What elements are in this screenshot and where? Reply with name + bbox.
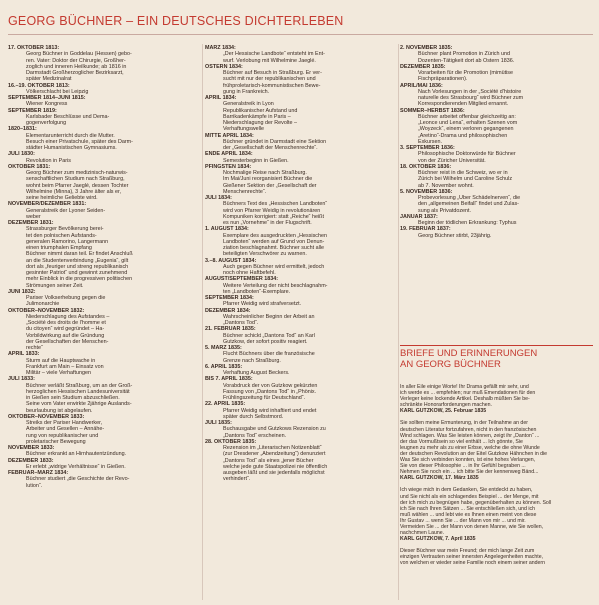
letter-quote-line: Ihr Gustav ... wenn Sie ... der Mann von mir ... und mir.	[400, 517, 526, 524]
entry-text-line: Wiener Kongress	[26, 101, 68, 108]
entry-text-line: Generalstreik in Lyon	[223, 101, 274, 108]
entry-text	[205, 264, 398, 277]
letter-quote-line: der deutschen Revolution an der Eitel Gutzkow Hähnchen in die	[400, 450, 548, 457]
entry-text-line: ab 7. November wohnt.	[418, 182, 474, 189]
entry-text	[400, 195, 593, 214]
entry-text-line: wurf. Verlobung mit Wilhelmine Jaeglé.	[223, 57, 316, 64]
letter-quote-line: Dieser Büchner war mein Freund; der mich lange Zeit zum	[400, 548, 535, 555]
timeline-entry	[205, 439, 398, 483]
letter-quote-line: Ich wiege mich in dem Gedanken, Sie entdeckt zu haben,	[400, 487, 533, 494]
entry-text-line: Gießener Sektion der „Gesellschaft der	[223, 182, 317, 189]
entry-text-line: Büchner erkrankt an Hirnhautentzündung.	[26, 451, 127, 458]
entry-date: 21. FEBRUAR 1835:	[205, 326, 256, 333]
entry-text-line: einen triumphalen Empfang	[26, 245, 92, 251]
entry-text-line: Besuch einer Privatschule, später des Darm-	[26, 138, 133, 145]
entry-text-line: du citoyen“ wird gegründet – Ha-	[26, 326, 105, 333]
entry-text	[8, 420, 203, 445]
timeline-entry	[400, 45, 593, 64]
entry-text-line: verhindert“.	[223, 476, 251, 483]
entry-text-line: mehr Einblick in die progressiven politischen	[26, 276, 133, 283]
entry-date: SEPTEMBER 1814–JUNI 1815:	[8, 95, 86, 101]
entry-text-line: Im Mai/Juni reorganisiert Büchner die	[223, 176, 313, 183]
timeline-entry	[205, 308, 398, 327]
timeline-entry	[8, 289, 203, 308]
entry-date: DEZEMBER 1835:	[400, 63, 446, 70]
entry-text-line: gung in Frankreich.	[223, 88, 270, 95]
entry-text-line: Georg Büchner stirbt, 23jährig.	[418, 232, 492, 239]
letter-quote-line: Verleger keine lockende Artikel. Deshalb müßten Sie be-	[400, 396, 530, 403]
letter-quote-line: Sie sollten meine Ermunterung, in der Teilnahme an der	[400, 420, 528, 427]
entry-text	[205, 51, 398, 64]
column-divider	[398, 44, 399, 600]
entry-text-line: herzoglichen Hessischen Landesuniversität	[26, 388, 130, 395]
entry-text-line: Militär – viele Verhaftungen	[26, 370, 92, 376]
timeline-entry	[400, 226, 593, 239]
timeline-entry	[205, 226, 398, 257]
entry-text-line: gogenverfolgung	[26, 120, 67, 126]
timeline-entry	[400, 64, 593, 83]
chronology-column-1	[8, 45, 203, 489]
letter-quote-line: In aller Eile einige Worte! Ihr Drama gefällt mir sehr, und	[400, 384, 529, 390]
timeline-entry	[8, 220, 203, 289]
entry-date: 17. OKTOBER 1813:	[8, 45, 60, 51]
entry-text	[400, 70, 593, 83]
entry-text-line: wird von Pfarrer Weidig in revolutionären	[223, 207, 321, 214]
entry-text-line: den „allgemeinen Beifall“ findet und Zulas-	[418, 201, 519, 208]
entry-text-line: Nochmalige Reise nach Straßburg.	[223, 170, 307, 176]
letter-quote-line: Wind schlagen. Was Sie leisten können, zeigt ihr „Danton“ ...	[400, 432, 540, 439]
entry-text-line: es nun „Vornehme“ in der Flugschrift.	[223, 220, 312, 226]
timeline-entry	[8, 108, 203, 127]
entry-text	[400, 51, 593, 64]
entry-text-line: Pfarrer Weidig wird strafversetzt.	[223, 301, 302, 308]
letter-quote-line: Vermeiden Sie ... der Mann von denen Manne, wie Sie wollen,	[400, 523, 544, 530]
timeline-entry	[205, 364, 398, 377]
entry-text	[8, 226, 203, 289]
entry-date: NOVEMBER 1833:	[8, 445, 55, 451]
timeline-entry	[400, 164, 593, 189]
entry-text-line: Exkursen.	[418, 138, 442, 145]
letter-quote-line: ich werde es ... empfehlen; nur muß Emendationen für den	[400, 390, 536, 397]
entry-text-line: Büchner auf Besuch in Straßburg. Er ver-	[223, 70, 322, 76]
entry-date: DEZEMBER 1831:	[8, 220, 54, 226]
timeline-entry	[400, 83, 593, 108]
entry-text-line: Buchausgabe und Gutzkows Rezension zu	[223, 426, 326, 433]
section-title-line: BRIEFE UND ERINNERUNGEN	[400, 348, 538, 359]
entry-text	[400, 89, 593, 108]
entry-text-line: „Der Hessische Landbote“ entsteht im Ent-	[223, 51, 325, 58]
timeline-entry	[205, 164, 398, 195]
entry-text-line: Generalstreik der Lyoner Seiden-	[26, 207, 106, 214]
entry-text	[8, 114, 203, 127]
timeline-entry	[205, 401, 398, 420]
timeline-entry	[8, 351, 203, 376]
entry-text	[8, 383, 203, 414]
letter-signature: KARL GUTZKOW, 25. Februar 1835	[400, 408, 487, 415]
entry-text-line: gesinnter Patriot“ und gewinnt zunehmend	[26, 270, 128, 276]
entry-text-line: Zürich bei Wilhelm und Caroline Schulz	[418, 176, 513, 183]
letter-quote-line: leugnen zu mehr als zu einer Erbse, welche die ohne Wunde	[400, 444, 540, 451]
entry-date: APRIL/MAI 1836:	[400, 82, 443, 89]
entry-text-line: Exemplare des ausgedruckten „Hessischen	[223, 232, 327, 239]
letter-quote-line: nachchmen Laune.	[400, 530, 445, 537]
entry-text-line: Georg Büchner zum medizinisch-naturwis-	[26, 170, 128, 176]
entry-text-line: Landboten“ werden auf Grund von Denun-	[223, 238, 325, 245]
timeline-entry	[400, 108, 593, 146]
entry-text-line: tet den polnischen Aufstands-	[26, 232, 97, 239]
entry-text-line: Elementarunterricht durch die Mutter.	[26, 132, 115, 139]
title-underline	[8, 34, 593, 35]
entry-text-line: Niederschlagung des Aufstandes –	[26, 313, 110, 320]
entry-text	[205, 408, 398, 421]
entry-text-line: „Woyzeck“, einem verloren gegangenen	[418, 126, 514, 133]
timeline-entry	[8, 458, 203, 471]
entry-text-line: Korrespondierenden Mitglied ernannt.	[418, 101, 509, 108]
section-title-line: AN GEORG BÜCHNER	[400, 359, 501, 370]
entry-text	[8, 208, 203, 221]
entry-text-line: Strassburger Bevölkerung berei-	[26, 226, 104, 233]
timeline-entry	[205, 64, 398, 95]
letter-quote-line: Sie von dieser Philosophie ... in Ihr Gefühl begraben ...	[400, 463, 526, 470]
timeline-entry	[8, 83, 203, 96]
entry-text-line: frühproletarisch-kommunistischen Bewe-	[223, 82, 321, 89]
entry-text-line: Julimonarchie	[26, 301, 60, 308]
entry-text-line: ten „Landboten“-Exemplare.	[223, 288, 291, 295]
entry-text	[205, 283, 398, 296]
letter-quote-line: muß wählen ... und lebt wie es Ihnen einen meint von diese	[400, 511, 537, 518]
entry-text-line: Grenze nach Straßburg.	[223, 357, 281, 364]
timeline-entry	[205, 376, 398, 401]
entry-date: 1820–1831:	[8, 126, 37, 133]
entry-text-line: Kompuniken korrigiert: statt „Reiche“ heißt	[223, 213, 324, 220]
entry-text-line: Flucht Büchners über die französische	[223, 351, 315, 358]
entry-date: OKTOBER–NOVEMBER 1832:	[8, 307, 85, 314]
entry-text-line: beteiligten Verschwörer zu warnen.	[223, 251, 307, 258]
entry-text-line: Pariser Volkserhebung gegen die	[26, 295, 106, 301]
entry-date: FEBRUAR–MÄRZ 1834:	[8, 470, 69, 476]
entry-text-line: ausgeben läßt und sie jedenfalls möglichst	[223, 470, 325, 476]
entry-date: 22. APRIL 1835:	[205, 401, 246, 408]
entry-text-line: Rezension im „Literarischen Notizenblatt“	[223, 445, 322, 451]
entry-date: 3. SEPTEMBER 1836:	[400, 145, 455, 151]
entry-date: MITTE APRIL 1834:	[205, 132, 254, 139]
entry-text	[205, 233, 398, 258]
entry-text-line: beurlaubung ist abgelaufen.	[26, 407, 93, 414]
letter-quote-line: Nehmen Sie noch ein ... ich bitte Sie der kennenweg Bänd...	[400, 469, 539, 476]
entry-text-line: „Dantons Tod“.	[223, 320, 259, 326]
entry-date: JULI 1833:	[8, 376, 35, 383]
entry-text-line: Strömungen seiner Zeit.	[26, 282, 84, 289]
entry-text-line: „Société des droits de l'homme et	[26, 320, 106, 326]
entry-text-line: später durch Selbstmord.	[223, 413, 284, 420]
letter-quote-line: ich Sie nach Ihren Sätzen ... Sie entschließen sich, und ich	[400, 505, 535, 512]
entry-text-line: Büchner schickt „Dantons Tod“ an Karl	[223, 332, 315, 339]
letter-quote	[400, 384, 593, 414]
entry-text-line: „Leonce und Lena“, erhalten Szenen vom	[418, 120, 518, 126]
entry-text-line: dort als „feuriger und streng republikanisch	[26, 263, 129, 270]
entry-text	[8, 314, 203, 352]
entry-date: OKTOBER 1831:	[8, 163, 51, 170]
timeline-entry	[8, 470, 203, 489]
entry-text-line: „Dantons Tod“ erscheinen.	[223, 432, 287, 439]
entry-text	[205, 333, 398, 346]
entry-date: 19. FEBRUAR 1837:	[400, 226, 451, 233]
entry-text-line: Büchner studiert „die Geschichte der Revo-	[26, 476, 130, 483]
letter-quote-line: schränkte Honorarforderungen machen.	[400, 402, 492, 409]
entry-date: 5. NOVEMBER 1836:	[400, 188, 453, 195]
letter-quote	[400, 487, 593, 542]
entry-text-line: ren. Vater: Doktor der Chirurgie, Großher-	[26, 57, 126, 64]
entry-text-line: ziation beschlagnahmt. Büchner sucht alle	[223, 245, 324, 251]
letter-quote-line: einzigen Vertrauten seiner innersten Angelegenheiten machte,	[400, 554, 544, 561]
entry-text	[400, 114, 593, 145]
entry-text	[205, 426, 398, 439]
timeline-entry	[8, 445, 203, 458]
entry-text-line: Verhaftung August Beckers.	[223, 370, 290, 376]
entry-text-line: Wilhelmine (Minna), 3 Jahre älter als er,	[26, 188, 121, 195]
entry-text-line: Frühlingszeitung für Deutschland“.	[223, 395, 306, 401]
entry-text-line: Büchner gründet in Darmstadt eine Sektion	[223, 138, 327, 145]
entry-date: 3.–8. AUGUST 1834:	[205, 257, 257, 264]
entry-text-line: (zur Dresdener „Abendzeitung“) denunziert	[223, 451, 326, 458]
timeline-entry	[8, 95, 203, 108]
timeline-entry	[205, 195, 398, 226]
entry-date: JUNI 1832:	[8, 288, 36, 295]
timeline-entry	[205, 45, 398, 64]
entry-date: 6. APRIL 1835:	[205, 363, 243, 370]
entry-text-line: Seine vom Vater erwirkte 2jährige Auslands-	[26, 401, 132, 408]
entry-text-line: Fassung von „Dantons Tod“ in „Phönix.	[223, 388, 317, 395]
letter-signature: KARL GUTZKOW, 17. März 1835	[400, 475, 479, 482]
chronology-column-3	[400, 45, 593, 239]
entry-text-line: Büchner arbeitet offenbar gleichzeitig an:	[418, 113, 516, 120]
entry-text	[400, 233, 593, 239]
entry-text-line: Er erlebt „widrige Verhältnisse“ in Gießen.	[26, 463, 126, 470]
letter-quote-line: Was Sie sich verbinden konnten, ist eine hohes Verlangen,	[400, 457, 536, 464]
entry-text	[205, 139, 398, 152]
timeline-entry	[8, 376, 203, 414]
timeline-entry	[205, 258, 398, 277]
entry-text	[8, 295, 203, 308]
entry-text-line: der Gesellschaften der Menschen-	[26, 338, 109, 345]
letter-quote-line: der ich mich zu begnügen habe, gegenüberhalten zu können. Soll	[400, 499, 552, 506]
timeline-entry	[205, 151, 398, 164]
entry-text-line: der „Gesellschaft der Menschenrechte“.	[223, 145, 318, 151]
entry-text-line: Fischpräparationen).	[418, 76, 468, 83]
timeline-entry	[205, 133, 398, 152]
entry-date: 18. OKTOBER 1836:	[400, 163, 452, 170]
entry-date: SEPTEMBER 1819:	[8, 107, 57, 114]
entry-text	[8, 170, 203, 201]
entry-text	[205, 170, 398, 195]
entry-text-line: Beginn der tödlichen Erkrankung: Typhus	[418, 220, 517, 226]
entry-date: MÄRZ 1834:	[205, 45, 236, 51]
letters-body	[400, 384, 593, 567]
timeline-entry	[205, 326, 398, 345]
entry-text-line: Büchner reist in die Schweiz, wo er in	[418, 170, 508, 176]
entry-date: JANUAR 1837:	[400, 213, 438, 220]
entry-text	[8, 476, 203, 489]
entry-text-line: Republikanischer Aufstand und	[223, 107, 298, 114]
entry-text-line: seine heimliche Geliebte wird.	[26, 195, 98, 201]
entry-text-line: „Dantons Tod“ als eines „jener Bücher	[223, 457, 314, 464]
entry-date: JULI 1834:	[205, 195, 232, 201]
entry-text-line: noch ohne Haftbefehl.	[223, 270, 276, 276]
entry-text-line: Büchner verläßt Straßburg, um an der Groß-	[26, 382, 133, 389]
letter-quote-line: der das Vormußtsein so viel enthält ... Ich gönnte, Sie	[400, 438, 523, 445]
entry-text-line: Georg Büchner in Goddelau (Hessen) gebo-	[26, 51, 132, 58]
entry-text-line: Menschenrechte“.	[223, 188, 267, 195]
timeline-entry	[400, 145, 593, 164]
entry-text	[205, 445, 398, 483]
entry-text-line: Darmstadt Großherzoglicher Bezirksarzt,	[26, 70, 124, 76]
timeline-entry	[400, 214, 593, 227]
entry-date: DEZEMBER 1833:	[8, 457, 54, 464]
chronology-column-2	[205, 45, 398, 483]
timeline-entry	[205, 95, 398, 133]
entry-text-line: Revolution in Paris	[26, 157, 71, 164]
entry-text-line: später Medizinalrat	[26, 76, 72, 83]
entry-text	[205, 383, 398, 402]
letter-quote	[400, 548, 593, 566]
letter-quote-line: und Sie nicht als ein schlagendes Beispiel ... der Menge, mit	[400, 493, 539, 500]
entry-text-line: Vorbildwirkung auf die Gründung	[26, 332, 105, 339]
entry-text-line: Büchner plant Promotion in Zürich und	[418, 51, 510, 58]
entry-text-line: Völkerschlacht bei Leipzig	[26, 88, 89, 95]
entry-text-line: Büchners Text des „Hessischen Landboten“	[223, 201, 328, 208]
entry-text-line: Barrikadenkämpfe in Paris –	[223, 113, 291, 120]
entry-text-line: in Gießen sein Studium abzuschließen.	[26, 395, 120, 401]
entry-text-line: Philosophische Doktorwürde für Büchner	[418, 151, 516, 158]
entry-text-line: Nach Vorlesungen in der „Société d'histoire	[418, 88, 522, 95]
entry-text-line: sucht mit nur der republikanischen und	[223, 76, 316, 83]
section-divider	[400, 345, 593, 346]
entry-text-line: weber	[26, 213, 41, 220]
entry-date: AUGUST/SEPTEMBER 1834:	[205, 276, 279, 283]
letter-signature: KARL GUTZKOW, 7. April 1835	[400, 536, 476, 543]
entry-date: DEZEMBER 1834:	[205, 307, 251, 314]
timeline-entry	[205, 276, 398, 295]
letter-quote	[400, 420, 593, 481]
entry-text	[205, 314, 398, 327]
letter-quote-line: deutschen Literatur fortzufahren, nicht in den französischen	[400, 426, 537, 433]
entry-text-line: Wahrscheinlicher Beginn der Arbeit an	[223, 313, 315, 320]
entry-date: JULI 1830:	[8, 151, 35, 158]
entry-text-line: Vorabdruck der von Gutzkow gekürzten	[223, 382, 318, 389]
entry-date: 2. NOVEMBER 1835:	[400, 45, 453, 51]
entry-date: 1. AUGUST 1834:	[205, 226, 249, 233]
timeline-entry	[205, 295, 398, 308]
entry-date: APRIL 1833:	[8, 351, 40, 358]
timeline-entry	[205, 420, 398, 439]
entry-text-line: Sturm auf die Hauptwache in	[26, 357, 96, 364]
entry-text-line: Pfarrer Weidig wird inhaftiert und endet	[223, 407, 317, 414]
entry-text-line: Vorarbeiten für die Promotion (mimütise	[418, 70, 513, 76]
letters-section	[400, 345, 593, 573]
entry-text-line: Büchner nimmt daran teil. Er findet Anschluß	[26, 251, 133, 258]
entry-date: APRIL 1834:	[205, 95, 237, 101]
entry-date: 28. OKTOBER 1835:	[205, 438, 257, 445]
entry-text-line: proletarischer Bewegung	[26, 438, 86, 445]
entry-text	[205, 70, 398, 95]
entry-date: JULI 1835:	[205, 420, 232, 426]
entry-text	[400, 151, 593, 164]
timeline-entry	[8, 201, 203, 220]
entry-text-line: rung von republikanischer und	[26, 432, 99, 439]
entry-text-line: zoglich und inneren Heilkunde; ab 1816 in	[26, 63, 127, 70]
entry-text-line: rechte“	[26, 345, 43, 351]
timeline-entry	[8, 308, 203, 352]
entry-text-line: generalen Ramorino, Langermann	[26, 238, 109, 245]
entry-text-line: Dozenten-Tätigkeit dort ab Ostern 1836.	[418, 57, 515, 64]
entry-text	[205, 201, 398, 226]
entry-text-line: lution“.	[26, 482, 43, 489]
entry-date: OKTOBER–NOVEMBER 1833:	[8, 413, 85, 420]
timeline-entry	[205, 345, 398, 364]
timeline-entry	[8, 126, 203, 151]
entry-date: SOMMER–HERBST 1836:	[400, 107, 465, 114]
entry-text-line: Probevorlesung „Über Schädelnerven“, die	[418, 195, 521, 201]
entry-text	[205, 351, 398, 364]
entry-text-line: naturelle des Strasbourg“ wird Büchner zum	[418, 95, 524, 101]
entry-date: OSTERN 1834:	[205, 63, 243, 70]
timeline-entry	[400, 189, 593, 214]
timeline-entry	[8, 151, 203, 164]
entry-text-line: „Aretino“-Drama und philosophischen	[418, 132, 508, 139]
timeline-entry	[8, 414, 203, 445]
timeline-entry	[8, 45, 203, 83]
page-title: GEORG BÜCHNER – EIN DEUTSCHES DICHTERLEBEN	[8, 14, 344, 28]
entry-text-line: sung als Privatdozent.	[418, 207, 472, 214]
letter-quote-line: von welchen er wieder seine Familie noch einem seiner andern	[400, 560, 546, 567]
entry-text-line: Weitere Verteilung der nicht beschlagnahm-	[223, 282, 328, 289]
entry-text	[205, 101, 398, 132]
section-title	[400, 348, 593, 370]
entry-text-line: Frankfurt am Main – Einsatz von	[26, 363, 104, 370]
timeline-entry	[8, 164, 203, 202]
entry-text-line: wohnt beim Pfarrer Jaeglé, dessen Tochter	[26, 182, 129, 189]
entry-text-line: Streiks der Pariser Handwerker,	[26, 420, 103, 426]
entry-text-line: Auch gegen Büchner wird ermittelt, jedoch	[223, 263, 325, 270]
entry-text	[400, 170, 593, 189]
entry-text-line: Semesterbeginn in Gießen.	[223, 157, 289, 164]
entry-text-line: von der Züricher Universität.	[418, 157, 486, 164]
entry-date: NOVEMBER/DEZEMBER 1831:	[8, 201, 87, 208]
entry-text	[8, 51, 203, 82]
entry-text-line: Karlsbader Beschlüsse und Dema-	[26, 113, 110, 120]
entry-date: SEPTEMBER 1834:	[205, 295, 254, 301]
entry-text	[8, 133, 203, 152]
entry-text-line: an die Studentenverbindung „Eugenia“, gilt	[26, 257, 129, 264]
entry-date: BIS 7. APRIL 1835:	[205, 376, 253, 383]
entry-date: ENDE APRIL 1834:	[205, 151, 253, 158]
entry-text-line: Arbeiter und Gesellen – Annähe-	[26, 426, 105, 433]
entry-text	[8, 358, 203, 377]
entry-text-line: Niederschlagung der Revolte –	[223, 120, 298, 126]
entry-date: PFINGSTEN 1834:	[205, 163, 252, 170]
entry-text-line: senschaftlichen Studium nach Straßburg,	[26, 176, 125, 183]
entry-text-line: welche jede gute Staatspolizei nie öffentlich	[223, 463, 328, 470]
entry-text-line: Gutzkow, der sofort positiv reagiert.	[223, 338, 308, 345]
entry-date: 16.–19. OKTOBER 1813:	[8, 82, 70, 89]
entry-date: 5. MÄRZ 1835:	[205, 345, 242, 351]
entry-text-line: städter Humanistischen Gymnasiums.	[26, 145, 117, 151]
entry-text-line: Verhaftungswelle	[223, 126, 265, 133]
